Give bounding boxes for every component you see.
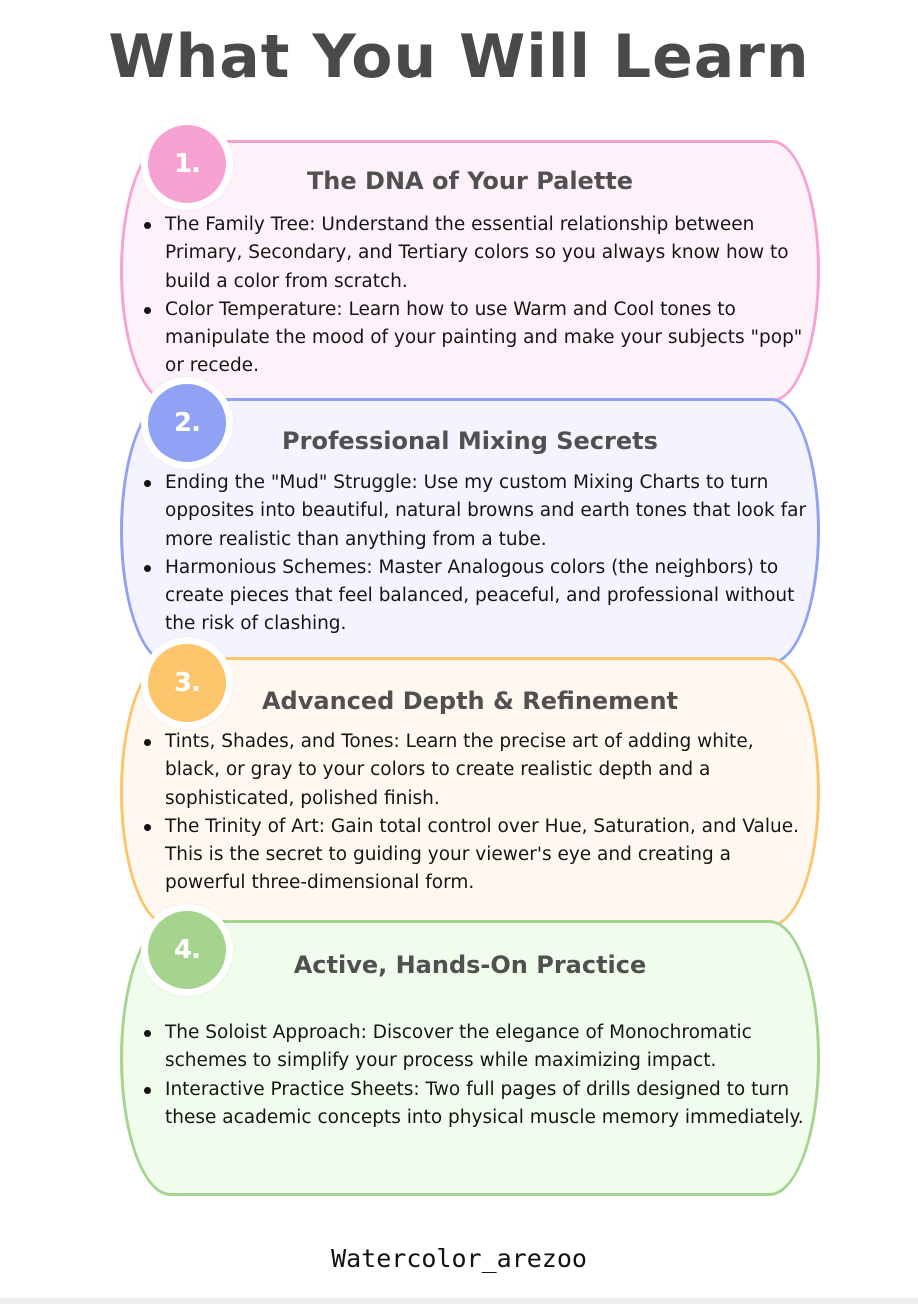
footer-credit: Watercolor_arezoo	[331, 1244, 587, 1273]
step-badge-1	[141, 118, 233, 210]
bullet-list	[143, 469, 813, 639]
list-item: Tints, Shades, and Tones: Learn the precise art of adding white, black, or gray to your colors to create realistic depth and a sophisticated, polished finish.	[143, 728, 813, 813]
section-heading: Professional Mixing Secrets	[282, 427, 658, 455]
bullet-list	[143, 211, 813, 381]
bullet-list	[143, 1019, 813, 1132]
section-heading: Active, Hands-On Practice	[293, 951, 647, 979]
page-title: What You Will Learn	[108, 22, 810, 92]
step-badge-3	[141, 637, 233, 729]
section-heading: Advanced Depth & Refinement	[261, 687, 679, 715]
list-item: Interactive Practice Sheets: Two full pages of drills designed to turn these academic concepts into physical muscle memory immediately.	[143, 1076, 813, 1133]
step-badge-2	[141, 377, 233, 469]
section-heading: The DNA of Your Palette	[306, 167, 634, 195]
list-item: Ending the "Mud" Struggle: Use my custom Mixing Charts to turn opposites into beautiful, natural browns and earth tones that look far more realistic than anything from a tube.	[143, 469, 813, 554]
list-item: Harmonious Schemes: Master Analogous colors (the neighbors) to create pieces that feel balanced, peaceful, and professional without the risk of clashing.	[143, 554, 813, 639]
list-item: The Soloist Approach: Discover the elegance of Monochromatic schemes to simplify your process while maximizing impact.	[143, 1019, 813, 1076]
bottom-divider	[0, 1298, 918, 1304]
list-item: The Trinity of Art: Gain total control over Hue, Saturation, and Value. This is the secret to guiding your viewer's eye and creating a powerful three-dimensional form.	[143, 813, 813, 898]
step-number: 3.	[148, 644, 226, 722]
step-badge-4	[141, 904, 233, 996]
step-number: 2.	[148, 384, 226, 462]
list-item: The Family Tree: Understand the essential relationship between Primary, Secondary, and Tertiary colors so you always know how to build a color from scratch.	[143, 211, 813, 296]
step-number: 4.	[148, 911, 226, 989]
step-number: 1.	[148, 125, 226, 203]
list-item: Color Temperature: Learn how to use Warm and Cool tones to manipulate the mood of your painting and make your subjects "pop" or recede.	[143, 296, 813, 381]
bullet-list	[143, 728, 813, 898]
